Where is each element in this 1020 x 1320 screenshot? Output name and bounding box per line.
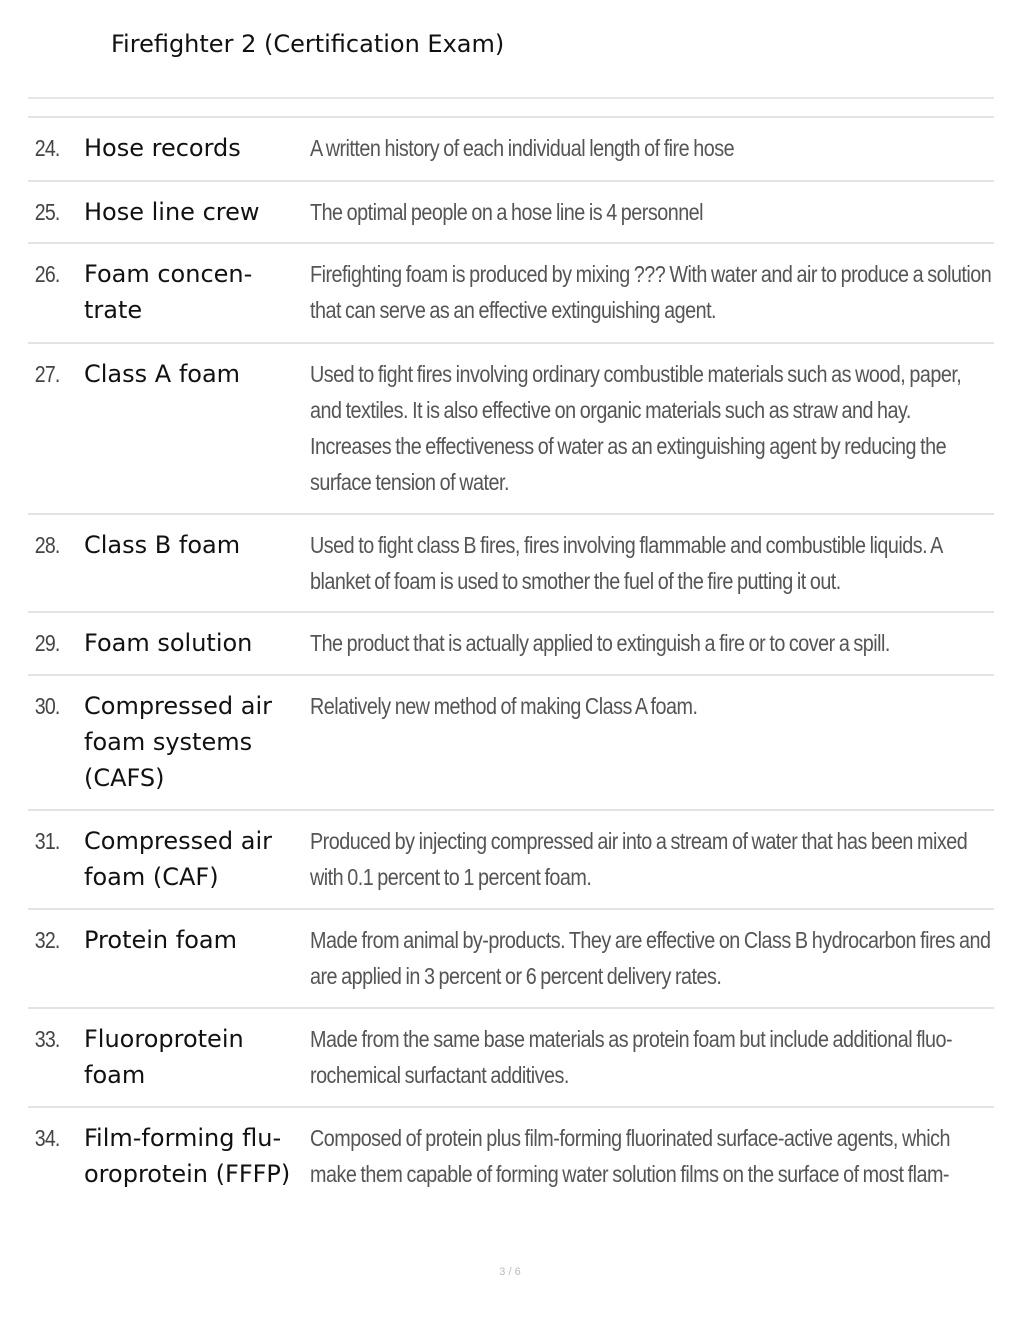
term-definition: The optimal people on a hose line is 4 personnel: [310, 199, 704, 225]
term-definition: Used to fight fires involving ordinary combustible materials such as wood, paper, and textiles. It is also effective on organic materials such as straw and hay. Increases the effectiveness of water as an extinguishing agent by reducing the surface tension of water.: [310, 361, 962, 495]
term-definition: Composed of protein plus film-forming fluorinated surface-active agents, which make them capable of forming water solution films on the surface of most flam-: [310, 1125, 951, 1187]
term-number: 34.: [34, 1125, 60, 1151]
term-number: 27.: [34, 361, 60, 387]
term-number: 30.: [34, 693, 60, 719]
term-row: [28, 244, 994, 344]
page-number: 3 / 6: [499, 1266, 521, 1278]
term-definition: Relatively new method of making Class A foam.: [310, 693, 698, 719]
term-number: 25.: [34, 199, 60, 225]
term-row: [28, 182, 994, 244]
term-row: [28, 118, 994, 182]
term-number: 29.: [34, 630, 60, 656]
term-name: Hose records: [84, 134, 241, 162]
term-row: [28, 811, 994, 910]
term-definition: Made from the same base materials as protein foam but include additional fluo- rochemical surfactant additives.: [310, 1026, 953, 1088]
header-divider: [28, 97, 994, 99]
term-row: [28, 344, 994, 515]
term-name: Hose line crew: [84, 198, 260, 226]
term-definition: Used to fight class B fires, fires involving flammable and combustible liquids. A blanket of foam is used to smother the fuel of the fire putting it out.: [310, 532, 942, 594]
term-name: Compressed air foam systems (CAFS): [84, 692, 273, 792]
term-definition: The product that is actually applied to extinguish a fire or to cover a spill.: [310, 630, 890, 656]
term-number: 31.: [34, 828, 60, 854]
term-name: Foam solution: [84, 629, 253, 657]
term-definition: Firefighting foam is produced by mixing ??? With water and air to produce a solution that can serve as an effective extinguishing agent.: [310, 261, 992, 323]
document-title: Firefighter 2 (Certification Exam): [111, 30, 505, 58]
term-row: [28, 613, 994, 676]
term-row: [28, 1009, 994, 1108]
term-row: [28, 910, 994, 1009]
term-number: 32.: [34, 927, 60, 953]
term-name: Class B foam: [84, 531, 241, 559]
term-name: Film-forming flu- oroprotein (FFFP): [84, 1124, 291, 1188]
term-name: Fluoroprotein foam: [84, 1025, 244, 1089]
term-name: Compressed air foam (CAF): [84, 827, 273, 891]
term-definition: Made from animal by-products. They are effective on Class B hydrocarbon fires and are applied in 3 percent or 6 percent delivery rates.: [310, 927, 991, 989]
term-name: Class A foam: [84, 360, 241, 388]
term-name: Foam concen- trate: [84, 260, 253, 324]
term-number: 28.: [34, 532, 60, 558]
term-row: [28, 676, 994, 811]
term-number: 26.: [34, 261, 60, 287]
term-row: [28, 515, 994, 613]
term-number: 33.: [34, 1026, 60, 1052]
term-definition: A written history of each individual length of fire hose: [310, 135, 735, 161]
term-definition: Produced by injecting compressed air into a stream of water that has been mixed with 0.1 percent to 1 percent foam.: [310, 828, 968, 890]
term-name: Protein foam: [84, 926, 237, 954]
term-row: [28, 1108, 994, 1198]
term-number: 24.: [34, 135, 60, 161]
term-list: [28, 116, 994, 1198]
